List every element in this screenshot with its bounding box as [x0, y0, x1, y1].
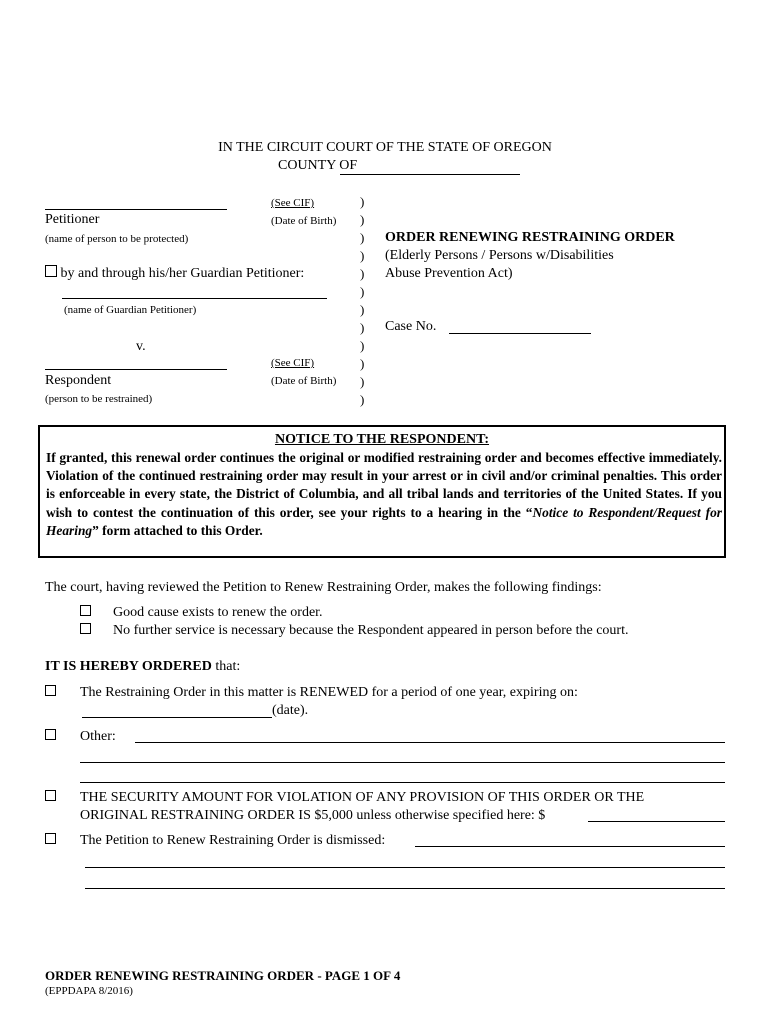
guardian-row[interactable]: [45, 265, 304, 282]
respondent-see-cif: (See CIF): [271, 357, 315, 369]
dismissed-field-line1[interactable]: [415, 846, 725, 847]
notice-title: NOTICE TO THE RESPONDENT:: [274, 432, 490, 447]
respondent-dob-label: (Date of Birth): [271, 375, 337, 387]
other-checkbox[interactable]: [45, 729, 56, 745]
notice-box: [38, 425, 726, 558]
other-field-line2[interactable]: [80, 762, 725, 763]
footer-form-code: (EPPDAPA 8/2016): [45, 985, 133, 997]
finding-good-cause[interactable]: [80, 605, 323, 621]
ordered-heading: IT IS HEREBY ORDERED that:: [45, 659, 241, 674]
respondent-label: Respondent: [45, 373, 112, 388]
footer-title: ORDER RENEWING RESTRAINING ORDER - PAGE 1 OF 4: [45, 968, 401, 983]
findings-intro: The court, having reviewed the Petition to Renew Restraining Order, makes the following findings:: [45, 580, 602, 595]
petitioner-dob-label: (Date of Birth): [271, 215, 337, 227]
order-title: ORDER RENEWING RESTRAINING ORDER: [385, 230, 675, 245]
other-field-line1[interactable]: [135, 742, 725, 743]
county-field[interactable]: [340, 174, 520, 175]
date-label: (date).: [272, 703, 309, 718]
finding-good-cause-label: Good cause exists to renew the order.: [113, 605, 323, 620]
other-field-line3[interactable]: [80, 782, 725, 783]
guardian-checkbox[interactable]: [45, 265, 57, 277]
case-no-label: Case No.: [385, 319, 437, 334]
dismissed-text: The Petition to Renew Restraining Order is dismissed:: [80, 833, 386, 848]
finding-no-service-checkbox[interactable]: [80, 623, 91, 634]
other-label: Other:: [80, 729, 116, 744]
dismissed-field-line2[interactable]: [85, 867, 725, 868]
finding-no-service[interactable]: [80, 623, 629, 639]
case-no-field[interactable]: [449, 333, 591, 334]
expiration-date-field[interactable]: [82, 717, 272, 718]
renewed-text: The Restraining Order in this matter is RENEWED for a period of one year, expiring on:: [80, 685, 578, 700]
notice-body: If granted, this renewal order continues the original or modified restraining order and becomes effective immediately. Violation of the continued restraining order may result in your arrest or in civil and/or criminal penalties. This order is enforceable in every state, the District of Columbia, and all tribal lands and territories of the United States. If you wish to contest the continuation of this order, see your rights to a hearing in the “Notice to Respondent/Request for Hearing” form attached to this Order.: [46, 450, 722, 538]
guardian-description: (name of Guardian Petitioner): [64, 304, 197, 316]
court-heading: IN THE CIRCUIT COURT OF THE STATE OF OREGON: [218, 140, 552, 155]
guardian-name-field[interactable]: [62, 298, 327, 299]
security-text-line2: ORIGINAL RESTRAINING ORDER IS $5,000 unless otherwise specified here: $: [80, 808, 546, 823]
security-checkbox[interactable]: [45, 790, 56, 806]
notice-form-reference: Notice to Respondent/Request for Hearing: [46, 504, 722, 538]
order-subtitle-line1: (Elderly Persons / Persons w/Disabilities: [385, 248, 614, 263]
dismissed-checkbox[interactable]: [45, 833, 56, 849]
renewed-checkbox[interactable]: [45, 685, 56, 701]
finding-good-cause-checkbox[interactable]: [80, 605, 91, 616]
petitioner-description: (name of person to be protected): [45, 233, 189, 245]
petitioner-label: Petitioner: [45, 212, 100, 227]
security-text-line1: THE SECURITY AMOUNT FOR VIOLATION OF ANY PROVISION OF THIS ORDER OR THE: [80, 790, 645, 805]
dismissed-field-line3[interactable]: [85, 888, 725, 889]
guardian-label: by and through his/her Guardian Petitioner:: [60, 266, 305, 281]
county-label: COUNTY OF: [278, 158, 358, 173]
petitioner-name-field[interactable]: [45, 209, 227, 210]
finding-no-service-label: No further service is necessary because the Respondent appeared in person before the court.: [113, 623, 629, 638]
petitioner-see-cif: (See CIF): [271, 197, 315, 209]
versus-label: v.: [136, 339, 146, 354]
respondent-name-field[interactable]: [45, 369, 227, 370]
security-amount-field[interactable]: [588, 821, 725, 822]
respondent-description: (person to be restrained): [45, 393, 153, 405]
order-subtitle-line2: Abuse Prevention Act): [385, 266, 513, 281]
